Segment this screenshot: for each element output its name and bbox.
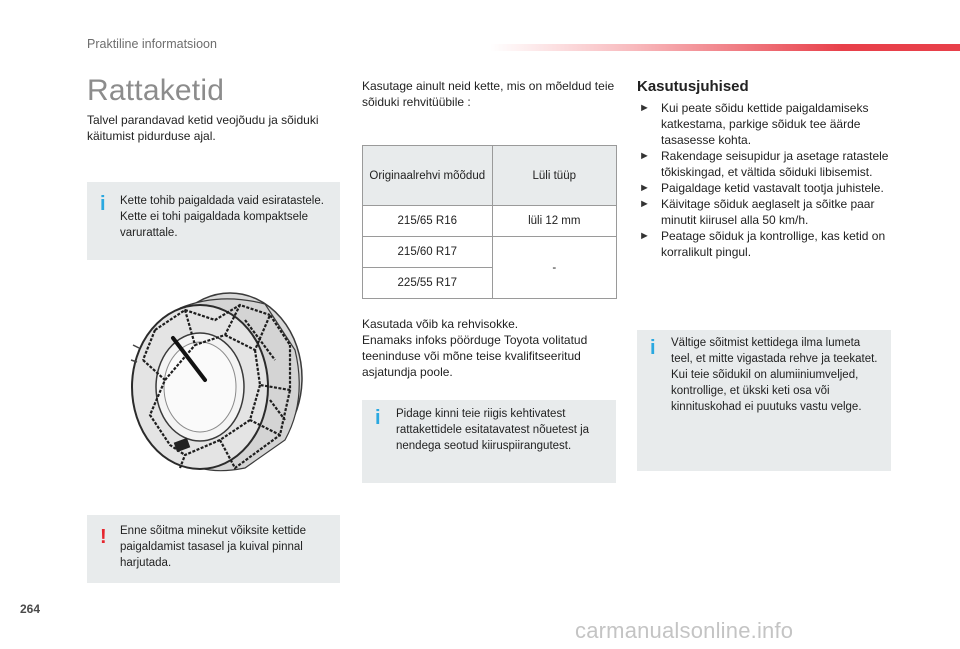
note-avoid-damage xyxy=(637,330,891,471)
cell-link-type: - xyxy=(492,237,616,299)
cell-tire-size: 215/65 R16 xyxy=(363,206,493,237)
cell-tire-size: 215/60 R17 xyxy=(363,237,493,268)
note-before-driving xyxy=(87,515,340,583)
info-icon: i xyxy=(650,337,656,359)
triangle-bullet-icon: ► xyxy=(639,182,650,194)
list-item: ► Peatage sõiduk ja kontrollige, kas ketid on korralikult pingul. xyxy=(639,229,886,259)
chain-spec-table xyxy=(362,145,617,299)
note-chains-fitting xyxy=(87,182,340,260)
note-text: Enne sõitma minekut võiksite kettide paigaldamist tasasel ja kuival pinnal harjutada. xyxy=(120,525,307,569)
chain-type-intro: Kasutage ainult neid kette, mis on mõeldud teie sõiduki rehvitüübile : xyxy=(362,79,615,109)
triangle-bullet-icon: ► xyxy=(639,230,650,242)
list-item: ► Käivitage sõiduk aeglaselt ja sõitke paar minutit kiirusel alla 50 km/h. xyxy=(639,197,875,227)
note-country-rules xyxy=(362,400,616,483)
list-item: ► Rakendage seisupidur ja asetage ratastele tõkiskingad, et vältida sõiduki libisemist. xyxy=(639,149,889,179)
page-number: 264 xyxy=(20,602,41,616)
tire-chain-illustration xyxy=(125,290,305,475)
table-row xyxy=(363,206,617,237)
note-text: Kette tohib paigaldada vaid esiratastele. Kette ei tohi paigaldada kompaktsele varurattale. xyxy=(120,195,324,239)
tire-socks-text: Kasutada võib ka rehvisokke. Enamaks infoks pöörduge Toyota volitatud teeninduse või mõne teise kvalifitseeritud asjatundja poole. xyxy=(362,317,588,379)
triangle-bullet-icon: ► xyxy=(639,198,650,210)
table-row xyxy=(363,237,617,268)
page-title: Rattaketid xyxy=(87,74,225,107)
triangle-bullet-icon: ► xyxy=(639,150,650,162)
intro-text: Talvel parandavad ketid veojõudu ja sõiduki käitumist pidurduse ajal. xyxy=(87,113,319,143)
info-icon: i xyxy=(375,407,381,429)
header-accent-bar xyxy=(490,44,960,51)
note-text: Pidage kinni teie riigis kehtivatest rattakettidele esitatavatest nõuetest ja nendega seotud kiiruspiirangutest. xyxy=(396,408,590,452)
warning-icon: ! xyxy=(100,526,107,548)
usage-title: Kasutusjuhised xyxy=(637,78,749,95)
triangle-bullet-icon: ► xyxy=(639,102,650,114)
list-item: ► Kui peate sõidu kettide paigaldamiseks katkestama, parkige sõiduk tee äärde tasasesse kohta. xyxy=(639,101,869,147)
usage-list xyxy=(637,100,891,260)
header-tire-size: Originaalrehvi mõõdud xyxy=(363,146,493,206)
section-header: Praktiline informatsioon xyxy=(87,37,217,51)
cell-link-type: lüli 12 mm xyxy=(492,206,616,237)
note-text: Vältige sõitmist kettidega ilma lumeta teel, et mitte vigastada rehve ja teekatet. Kui teie sõidukil on alumiiniumveljed, kontrollige, et ükski keti osa või kinnituskohad ei puutuks vastu velge. xyxy=(671,337,878,413)
list-item: ► Paigaldage ketid vastavalt tootja juhistele. xyxy=(639,181,884,195)
info-icon: i xyxy=(100,193,106,215)
header-link-type: Lüli tüüp xyxy=(492,146,616,206)
cell-tire-size: 225/55 R17 xyxy=(363,268,493,299)
watermark: carmanualsonline.info xyxy=(575,618,794,643)
table-header-row xyxy=(363,146,617,206)
